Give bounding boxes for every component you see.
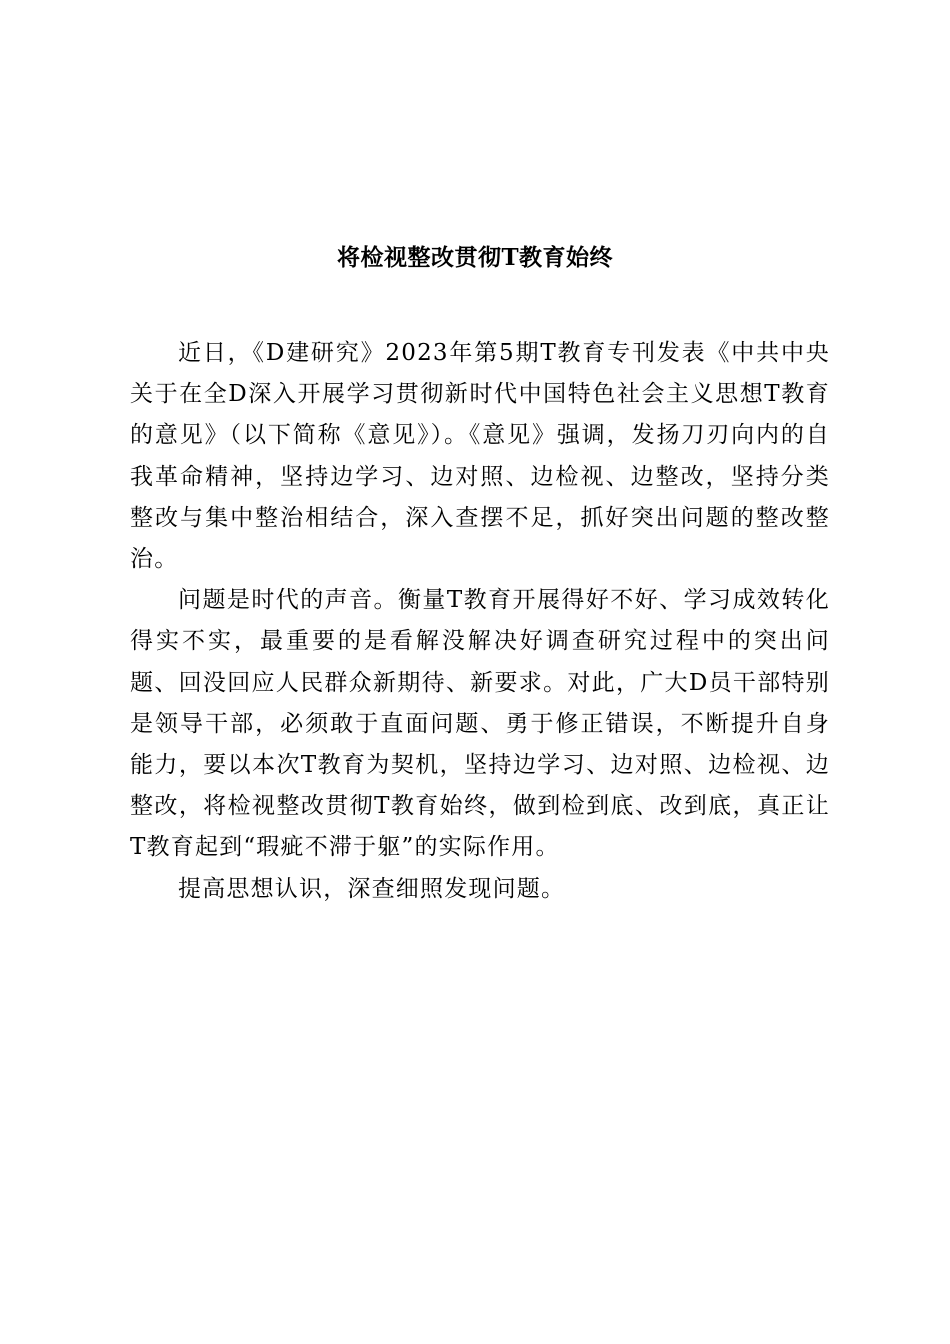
paragraph-3: 提高思想认识，深查细照发现问题。 [178,875,566,902]
paragraph-2: 问题是时代的声音。衡量T教育开展得好不好、学习成效转化得实不实，最重要的是看解没解决好调查研究过程中的突出问题、回没回应人民群众新期待、新要求。对此，广大D员干部特别是领导干部，必须敢于直面问题、勇于修正错误，不断提升自身能力，要以本次T教育为契机，坚持边学习、边对照、边检视、边整改，将检视整改贯彻T教育始终，做到检到底、改到底，真正让T教育起到“瑕疵不滞于躯”的实际作用。 [130,587,830,861]
document-title: 将检视整改贯彻T教育始终 [336,244,614,271]
paragraph-1: 近日，《D建研究》2023年第5期T教育专刊发表《中共中央关于在全D深入开展学习贯彻新时代中国特色社会主义思想T教育的意见》（以下简称《意见》）。《意见》强调，发扬刀刃向内的自我革命精神，坚持边学习、边对照、边检视、边整改，坚持分类整改与集中整治相结合，深入查摆不足，抓好突出问题的整改整治。 [130,340,830,573]
document-body [130,333,830,910]
